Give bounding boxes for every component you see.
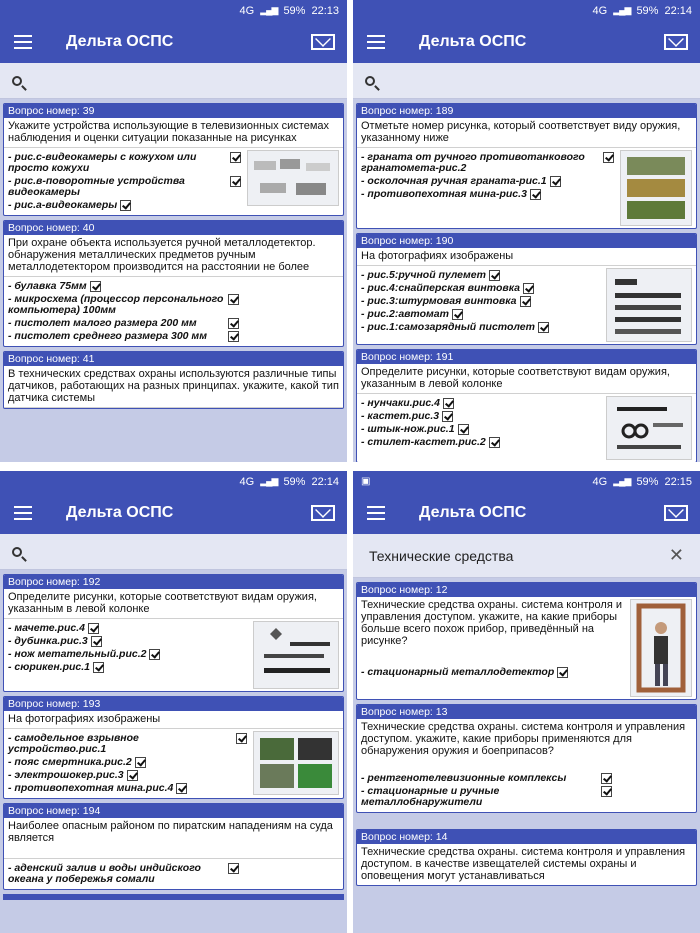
app-title: Дельта ОСПС [66,33,174,50]
answer-checkbox[interactable] [458,424,469,435]
app-bar [353,21,700,63]
battery-level: 59% [636,475,659,488]
answer-option[interactable]: - стилет-кастет.рис.2 [361,437,600,448]
answer-checkbox[interactable] [228,863,239,874]
question-header: Вопрос номер: 14 [357,830,696,844]
status-bar [353,0,700,21]
answer-option[interactable]: - штык-нож.рис.1 [361,424,600,435]
answer-option[interactable]: - стационарные и ручные металлобнаружители [361,786,612,808]
question-card [3,803,344,890]
screenshot-panel-4 [353,471,700,933]
question-header: Вопрос номер: 194 [4,804,343,818]
screenshot-panel-1 [0,0,347,462]
question-text: Наиболее опасным районом по пиратским нападениям на суда является [4,818,343,859]
search-field[interactable] [353,534,700,578]
question-image-grenades [620,150,692,226]
answer-option[interactable]: - рис.в-поворотные устройства видеокамеры [8,176,241,198]
question-card [3,351,344,409]
question-list [0,574,347,900]
answer-option[interactable]: - рис.с-видеокамеры с кожухом или просто кожухи [8,152,241,174]
question-card [356,704,697,813]
clock: 22:13 [311,4,339,17]
menu-icon[interactable] [14,35,32,49]
answer-option[interactable]: - противопехотная мина.рис.4 [8,783,247,794]
search-icon[interactable] [12,547,22,557]
question-card [356,349,697,462]
answer-checkbox[interactable] [176,783,187,794]
question-text: Определите рисунки, которые соответствуют видам оружия, указанным в левой колонке [357,364,696,394]
network-indicator: 4G [592,475,608,488]
answer-checkbox[interactable] [88,623,99,634]
question-header: Вопрос номер: 192 [4,575,343,589]
search-input[interactable]: Технические средства [369,547,514,564]
answer-checkbox[interactable] [230,152,241,163]
answer-option[interactable]: - пистолет малого размера 200 мм [8,318,239,329]
question-header: Вопрос номер: 189 [357,104,696,118]
answer-option[interactable]: - мачете.рис.4 [8,623,247,634]
close-icon[interactable]: ✕ [668,545,684,565]
search-bar[interactable] [0,534,347,570]
menu-icon[interactable] [367,506,385,520]
network-indicator: 4G [239,475,255,488]
answer-option[interactable]: - рис.1:самозарядный пистолет [361,322,600,333]
answer-checkbox[interactable] [228,318,239,329]
question-card [3,696,344,799]
question-image-melee-weapons [606,396,692,460]
question-text: На фотографиях изображены [357,248,696,266]
question-image-devices [253,731,339,795]
answer-option[interactable]: - пояс смертника.рис.2 [8,757,247,768]
answer-checkbox[interactable] [91,636,102,647]
answer-option[interactable]: - рис.5:ручной пулемет [361,270,600,281]
menu-icon[interactable] [14,506,32,520]
status-bar [0,471,347,492]
signal-icon: ▂▄▆ [613,476,631,486]
answer-checkbox[interactable] [520,296,531,307]
answer-checkbox[interactable] [149,649,160,660]
question-header: Вопрос номер: 190 [357,234,696,248]
question-card [3,574,344,692]
question-text: Укажите устройства использующие в телевизионных системах наблюдения и оценки ситуации показанные на рисунках [4,118,343,148]
question-list [353,582,700,886]
question-header: Вопрос номер: 13 [357,705,696,719]
mail-icon[interactable] [664,34,688,50]
screenshot-panel-2 [353,0,700,462]
network-indicator: 4G [239,4,255,17]
answer-checkbox[interactable] [228,331,239,342]
answer-checkbox[interactable] [489,270,500,281]
mail-icon[interactable] [311,505,335,521]
app-title: Дельта ОСПС [419,504,527,521]
answer-checkbox[interactable] [127,770,138,781]
question-image-blades [253,621,339,689]
answer-option[interactable]: - электрошокер.рис.3 [8,770,247,781]
search-icon[interactable] [12,76,22,86]
answer-option[interactable]: - кастет.рис.3 [361,411,600,422]
signal-icon: ▂▄▆ [613,5,631,15]
answer-checkbox[interactable] [228,294,239,305]
status-bar [0,0,347,21]
battery-level: 59% [283,475,306,488]
answer-checkbox[interactable] [601,773,612,784]
answer-checkbox[interactable] [236,733,247,744]
search-bar[interactable] [353,63,700,99]
question-card [3,220,344,347]
question-text: Технические средства охраны. система контроля и управления доступом. укажите, какие приборы применяются для обнаружения оружия и боеприпасов? [361,721,686,757]
answer-option[interactable]: - рентгенотелевизионные комплексы [361,773,612,784]
answer-option[interactable]: - осколочная ручная граната-рис.1 [361,176,614,187]
question-card [356,582,697,700]
answer-option[interactable]: - микросхема (процессор персонального компьютера) 100мм [8,294,239,316]
question-card [356,103,697,229]
question-header: Вопрос номер: 39 [4,104,343,118]
question-list [0,103,347,409]
mail-icon[interactable] [664,505,688,521]
answer-checkbox[interactable] [538,322,549,333]
clock: 22:15 [664,475,692,488]
status-bar [353,471,700,492]
answer-checkbox[interactable] [230,176,241,187]
question-image-firearms [606,268,692,342]
menu-icon[interactable] [367,35,385,49]
answer-option[interactable]: - рис.2:автомат [361,309,600,320]
question-card [356,829,697,886]
answer-option[interactable]: - сюрикен.рис.1 [8,662,247,673]
question-text: Определите рисунки, которые соответствуют видам оружия, указанным в левой колонке [4,589,343,619]
battery-level: 59% [283,4,306,17]
signal-icon: ▂▄▆ [260,476,278,486]
answer-checkbox[interactable] [442,411,453,422]
clock: 22:14 [311,475,339,488]
answer-checkbox[interactable] [550,176,561,187]
answer-option[interactable]: - рис.3:штурмовая винтовка [361,296,600,307]
answer-option[interactable]: - граната от ручного противотанкового гранатомета-рис.2 [361,152,614,174]
answer-option[interactable]: - нож метательный.рис.2 [8,649,247,660]
answer-checkbox[interactable] [523,283,534,294]
answer-checkbox[interactable] [489,437,500,448]
question-text: На фотографиях изображены [4,711,343,729]
answer-checkbox[interactable] [601,786,612,797]
answer-option[interactable]: - нунчаки.рис.4 [361,398,600,409]
answer-checkbox[interactable] [120,200,131,211]
question-card [356,233,697,345]
search-icon[interactable] [365,76,375,86]
answer-option[interactable]: - стационарный металлодетектор [361,667,624,678]
question-header: Вопрос номер: 191 [357,350,696,364]
question-text: В технических средствах охраны используются различные типы датчиков, работающих на разных принципах. укажите, какой тип датчика системы [4,366,343,408]
question-text: Отметьте номер рисунка, который соответствует виду оружия, указанному ниже [357,118,696,148]
question-text: Технические средства охраны. система контроля и управления доступом. в качестве извещателей системы охраны и оповещения могут устанавливаться [361,846,686,882]
app-bar [353,492,700,534]
question-header: Вопрос номер: 40 [4,221,343,235]
question-text: При охране объекта используется ручной металлодетектор. обнаружения металлических предметов ручным металлодетектором производится на расстоянии не более [4,235,343,277]
question-header: Вопрос номер: 193 [4,697,343,711]
question-image-cameras [247,150,339,206]
app-bar [0,492,347,534]
search-bar[interactable] [0,63,347,99]
answer-option[interactable]: - дубинка.рис.3 [8,636,247,647]
answer-checkbox[interactable] [557,667,568,678]
question-list [353,103,700,462]
answer-checkbox[interactable] [603,152,614,163]
answer-checkbox[interactable] [452,309,463,320]
app-title: Дельта ОСПС [419,33,527,50]
network-indicator: 4G [592,4,608,17]
app-title: Дельта ОСПС [66,504,174,521]
answer-option[interactable]: - противопехотная мина-рис.3 [361,189,614,200]
signal-icon: ▂▄▆ [260,5,278,15]
question-header: Вопрос номер: 41 [4,352,343,366]
question-card [3,103,344,216]
battery-level: 59% [636,4,659,17]
answer-option[interactable]: - пистолет среднего размера 300 мм [8,331,239,342]
question-header: Вопрос номер: 12 [357,583,696,597]
answer-checkbox[interactable] [93,662,104,673]
question-text: Технические средства охраны. система контроля и управления доступом. укажите, на какие приборы больше всего похож прибор, приведённый на рисунке? [361,599,622,647]
answer-option[interactable]: - самодельное взрывное устройство.рис.1 [8,733,247,755]
app-bar [0,21,347,63]
screenshot-panel-3 [0,471,347,933]
answer-checkbox[interactable] [530,189,541,200]
question-image-metal-detector-gate [630,599,692,697]
answer-checkbox[interactable] [90,281,101,292]
mail-icon[interactable] [311,34,335,50]
answer-option[interactable]: - аденский залив и воды индийского океана у побережья сомали [8,863,239,885]
answer-option[interactable]: - рис.а-видеокамеры [8,200,241,211]
answer-checkbox[interactable] [443,398,454,409]
gallery-icon: ▣ [361,476,371,487]
answer-option[interactable]: - булавка 75мм [8,281,239,292]
clock: 22:14 [664,4,692,17]
answer-option[interactable]: - рис.4:снайперская винтовка [361,283,600,294]
answer-checkbox[interactable] [135,757,146,768]
